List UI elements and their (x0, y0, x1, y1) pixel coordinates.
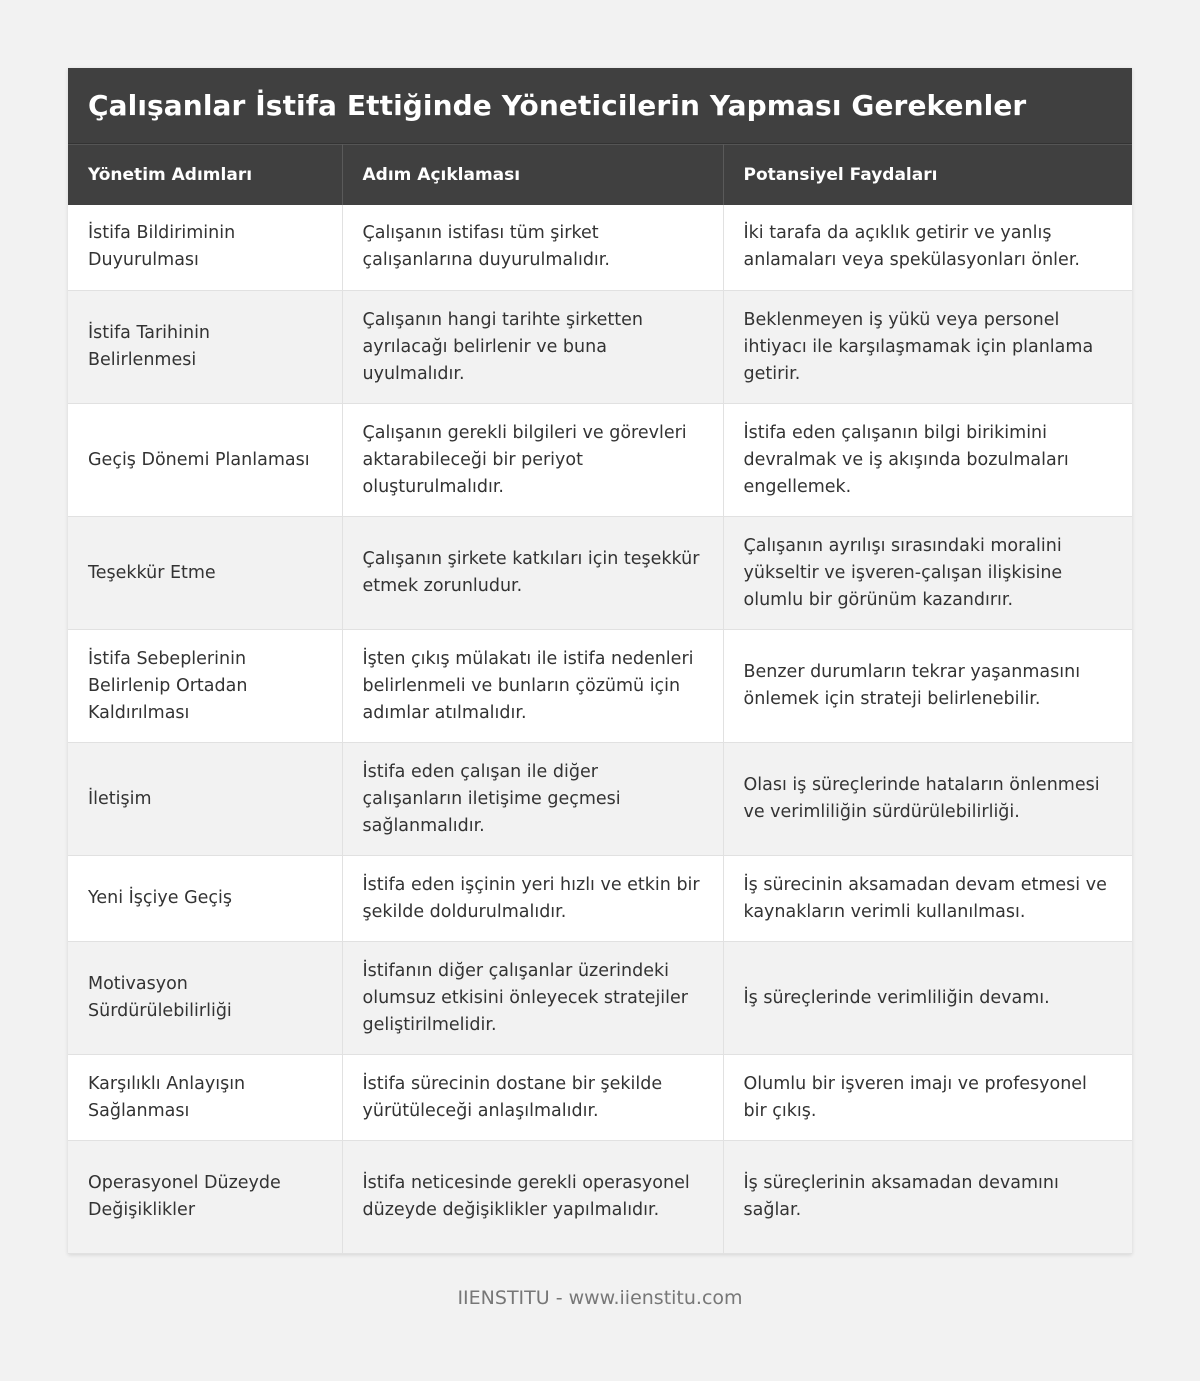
steps-table (68, 144, 1132, 1254)
table-row (68, 856, 1132, 942)
table-row (68, 517, 1132, 630)
table-row (68, 205, 1132, 291)
table-row (68, 630, 1132, 743)
column-header-benefits: Potansiyel Faydaları (723, 145, 1132, 205)
cell-step: İletişim (68, 743, 342, 856)
table-row (68, 1141, 1132, 1254)
cell-step: İstifa Bildiriminin Duyurulması (68, 205, 342, 291)
cell-step: Karşılıklı Anlayışın Sağlanması (68, 1055, 342, 1141)
cell-step: Operasyonel Düzeyde Değişiklikler (68, 1141, 342, 1254)
cell-description: İşten çıkış mülakatı ile istifa nedenleri belirlenmeli ve bunların çözümü için adımlar atılmalıdır. (342, 630, 723, 743)
cell-benefit: Benzer durumların tekrar yaşanmasını önlemek için strateji belirlenebilir. (723, 630, 1132, 743)
table-row (68, 743, 1132, 856)
table-row (68, 1055, 1132, 1141)
table-row (68, 291, 1132, 404)
cell-step: Motivasyon Sürdürülebilirliği (68, 942, 342, 1055)
cell-benefit: İş süreçlerinin aksamadan devamını sağlar. (723, 1141, 1132, 1254)
table-row (68, 942, 1132, 1055)
cell-description: İstifanın diğer çalışanlar üzerindeki olumsuz etkisini önleyecek stratejiler geliştirilmelidir. (342, 942, 723, 1055)
title-bar (68, 68, 1132, 144)
cell-benefit: İş sürecinin aksamadan devam etmesi ve kaynakların verimli kullanılması. (723, 856, 1132, 942)
cell-benefit: Olası iş süreçlerinde hataların önlenmesi ve verimliliğin sürdürülebilirliği. (723, 743, 1132, 856)
column-header-steps: Yönetim Adımları (68, 145, 342, 205)
table-row (68, 404, 1132, 517)
cell-benefit: Beklenmeyen iş yükü veya personel ihtiyacı ile karşılaşmamak için planlama getirir. (723, 291, 1132, 404)
cell-description: Çalışanın gerekli bilgileri ve görevleri aktarabileceği bir periyot oluşturulmalıdır. (342, 404, 723, 517)
cell-step: İstifa Tarihinin Belirlenmesi (68, 291, 342, 404)
cell-benefit: Çalışanın ayrılışı sırasındaki moralini yükseltir ve işveren-çalışan ilişkisine olumlu bir görünüm kazandırır. (723, 517, 1132, 630)
cell-benefit: İki tarafa da açıklık getirir ve yanlış anlamaları veya spekülasyonları önler. (723, 205, 1132, 291)
cell-description: İstifa sürecinin dostane bir şekilde yürütüleceği anlaşılmalıdır. (342, 1055, 723, 1141)
cell-step: Geçiş Dönemi Planlaması (68, 404, 342, 517)
cell-step: İstifa Sebeplerinin Belirlenip Ortadan Kaldırılması (68, 630, 342, 743)
cell-description: Çalışanın şirkete katkıları için teşekkür etmek zorunludur. (342, 517, 723, 630)
cell-description: İstifa eden işçinin yeri hızlı ve etkin bir şekilde doldurulmalıdır. (342, 856, 723, 942)
cell-description: Çalışanın hangi tarihte şirketten ayrılacağı belirlenir ve buna uyulmalıdır. (342, 291, 723, 404)
cell-description: İstifa eden çalışan ile diğer çalışanların iletişime geçmesi sağlanmalıdır. (342, 743, 723, 856)
column-header-description: Adım Açıklaması (342, 145, 723, 205)
cell-description: Çalışanın istifası tüm şirket çalışanlarına duyurulmalıdır. (342, 205, 723, 291)
page-title: Çalışanlar İstifa Ettiğinde Yöneticilerin Yapması Gerekenler (88, 89, 1027, 122)
cell-benefit: İş süreçlerinde verimliliğin devamı. (723, 942, 1132, 1055)
cell-benefit: Olumlu bir işveren imajı ve profesyonel bir çıkış. (723, 1055, 1132, 1141)
table-header-row (68, 145, 1132, 205)
table-card (68, 68, 1132, 1254)
cell-benefit: İstifa eden çalışanın bilgi birikimini devralmak ve iş akışında bozulmaları engellemek. (723, 404, 1132, 517)
cell-description: İstifa neticesinde gerekli operasyonel düzeyde değişiklikler yapılmalıdır. (342, 1141, 723, 1254)
cell-step: Yeni İşçiye Geçiş (68, 856, 342, 942)
cell-step: Teşekkür Etme (68, 517, 342, 630)
footer-credit: IIENSTITU - www.iienstitu.com (457, 1287, 743, 1309)
